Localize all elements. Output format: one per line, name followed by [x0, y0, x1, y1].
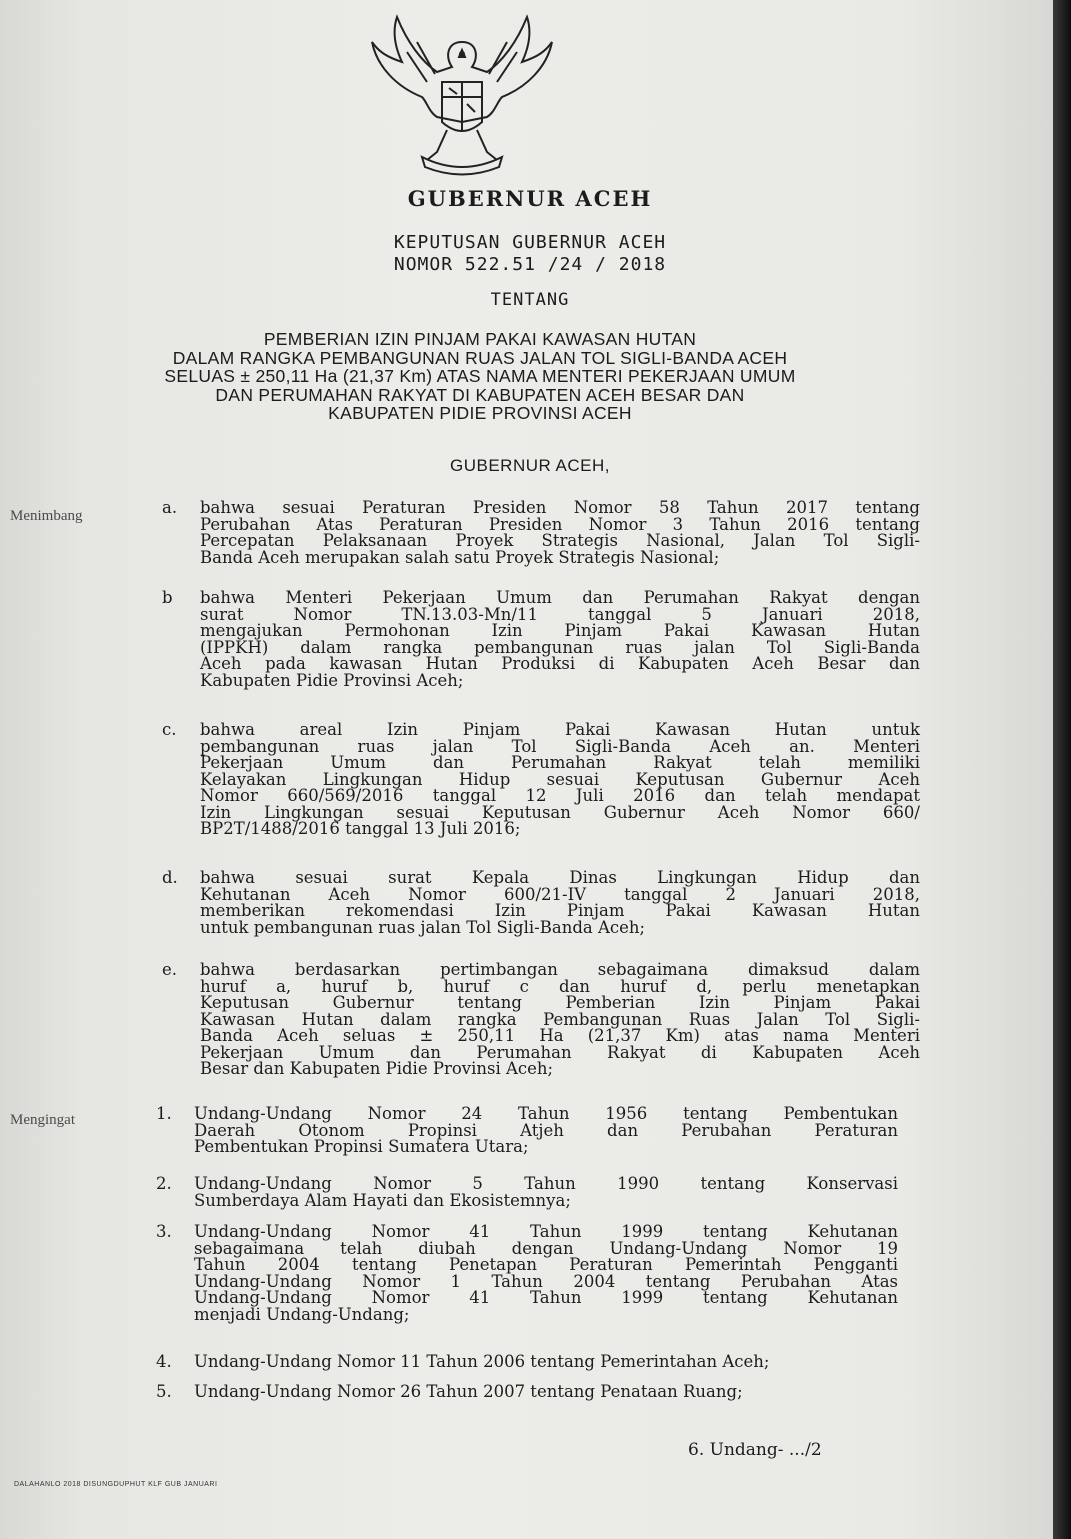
- item-marker: 2.: [156, 1174, 172, 1193]
- item-line: Percepatan Pelaksanaan Proyek Strategis Nasional, Jalan Tol Sigli-: [200, 531, 920, 550]
- item-marker: 4.: [156, 1352, 172, 1371]
- item-line: Kabupaten Pidie Provinsi Aceh;: [200, 670, 464, 690]
- item-marker: e.: [162, 960, 178, 979]
- item-marker: a.: [162, 498, 178, 517]
- item-line: Undang-Undang Nomor 1 Tahun 2004 tentang Perubahan Atas: [194, 1271, 898, 1291]
- governor-heading: GUBERNUR ACEH,: [449, 456, 611, 475]
- mengingat-label: Mengingat: [10, 1112, 75, 1128]
- item-line: Banda Aceh seluas ± 250,11 Ha (21,37 Km) atas nama Menteri: [200, 1026, 920, 1045]
- item-marker: 3.: [156, 1222, 172, 1241]
- subject-line: KABUPATEN PIDIE PROVINSI ACEH: [328, 403, 632, 423]
- menimbang-label: Menimbang: [10, 508, 83, 524]
- item-line: Undang-Undang Nomor 41 Tahun 1999 tentang Kehutanan: [194, 1222, 898, 1241]
- item-text: [200, 500, 920, 566]
- file-footnote: DALAHANLO 2018 DISUNGDUPHUT KLF GUB JANUARI: [14, 1481, 218, 1488]
- item-line: bahwa berdasarkan pertimbangan sebagaimana dimaksud dalam: [200, 960, 920, 979]
- item-line: Pekerjaan Umum dan Perumahan Rakyat telah memiliki: [200, 753, 920, 772]
- item-line: Tahun 2004 tentang Penetapan Peraturan Pemerintah Pengganti: [194, 1255, 898, 1274]
- office-title: GUBERNUR ACEH: [407, 186, 653, 211]
- item-text: [200, 722, 920, 838]
- item-line: mengajukan Permohonan Izin Pinjam Pakai Kawasan Hutan: [200, 621, 920, 640]
- item-text: [200, 870, 920, 936]
- item-text: [194, 1106, 898, 1156]
- item-text: [194, 1224, 898, 1323]
- item-line: bahwa areal Izin Pinjam Pakai Kawasan Hutan untuk: [200, 720, 920, 739]
- subject-line: SELUAS ± 250,11 Ha (21,37 Km) ATAS NAMA MENTERI PEKERJAAN UMUM: [164, 366, 796, 386]
- item-line: pembangunan ruas jalan Tol Sigli-Banda Aceh an. Menteri: [200, 736, 920, 756]
- item-line: menjadi Undang-Undang;: [194, 1304, 410, 1324]
- item-line: Kawasan Hutan dalam rangka Pembangunan Ruas Jalan Tol Sigli-: [200, 1009, 920, 1029]
- item-line: Daerah Otonom Propinsi Atjeh dan Perubahan Peraturan: [194, 1120, 898, 1140]
- item-marker: 5.: [156, 1382, 172, 1401]
- item-line: Undang-Undang Nomor 5 Tahun 1990 tentang Konservasi: [194, 1174, 898, 1193]
- subject-line: DAN PERUMAHAN RAKYAT DI KABUPATEN ACEH BESAR DAN: [215, 384, 745, 405]
- item-line: Pekerjaan Umum dan Perumahan Rakyat di Kabupaten Aceh: [200, 1042, 920, 1062]
- item-line: Undang-Undang Nomor 26 Tahun 2007 tentang Penataan Ruang;: [194, 1382, 743, 1401]
- subject-line: PEMBERIAN IZIN PINJAM PAKAI KAWASAN HUTAN: [263, 329, 697, 349]
- item-line: Izin Lingkungan sesuai Keputusan Gubernur Aceh Nomor 660/: [200, 802, 920, 822]
- item-line: Banda Aceh merupakan salah satu Proyek Strategis Nasional;: [200, 547, 720, 567]
- item-line: Pembentukan Propinsi Sumatera Utara;: [194, 1137, 529, 1156]
- item-text: [194, 1176, 898, 1209]
- item-line: memberikan rekomendasi Izin Pinjam Pakai Kawasan Hutan: [200, 901, 920, 920]
- item-line: Kehutanan Aceh Nomor 600/21-IV tanggal 2 Januari 2018,: [200, 884, 920, 904]
- decree-subject: [60, 330, 900, 423]
- item-line: Undang-Undang Nomor 24 Tahun 1956 tentang Pembentukan: [194, 1104, 898, 1123]
- item-marker: b: [162, 588, 173, 607]
- decree-heading: [200, 232, 860, 276]
- item-line: Perubahan Atas Peraturan Presiden Nomor 3 Tahun 2016 tentang: [200, 514, 920, 534]
- item-line: Undang-Undang Nomor 11 Tahun 2006 tentang Pemerintahan Aceh;: [194, 1352, 770, 1371]
- item-line: huruf a, huruf b, huruf c dan huruf d, perlu menetapkan: [200, 976, 920, 996]
- about-heading: TENTANG: [490, 290, 570, 310]
- item-marker: c.: [162, 720, 177, 739]
- item-line: Keputusan Gubernur tentang Pemberian Izin Pinjam Pakai: [200, 993, 920, 1012]
- item-line: sebagaimana telah diubah dengan Undang-Undang Nomor 19: [194, 1238, 898, 1258]
- subject-line: DALAM RANGKA PEMBANGUNAN RUAS JALAN TOL SIGLI-BANDA ACEH: [172, 347, 788, 368]
- item-line: (IPPKH) dalam rangka pembangunan ruas jalan Tol Sigli-Banda: [200, 637, 920, 657]
- item-line: bahwa sesuai surat Kepala Dinas Lingkungan Hidup dan: [200, 868, 920, 887]
- item-line: Aceh pada kawasan Hutan Produksi di Kabupaten Aceh Besar dan: [200, 654, 920, 673]
- item-line: Undang-Undang Nomor 41 Tahun 1999 tentang Kehutanan: [194, 1288, 898, 1307]
- item-text: [194, 1354, 898, 1371]
- item-text: [200, 590, 920, 689]
- page-edge-shadow: [1053, 0, 1071, 1539]
- item-text: [194, 1384, 898, 1401]
- item-text: [200, 962, 920, 1078]
- item-line: surat Nomor TN.13.03-Mn/11 tanggal 5 Januari 2018,: [200, 604, 920, 624]
- item-line: Sumberdaya Alam Hayati dan Ekosistemnya;: [194, 1190, 571, 1210]
- continuation-note: 6. Undang- .../2: [688, 1440, 822, 1460]
- garuda-emblem-icon: [367, 12, 557, 180]
- item-line: bahwa sesuai Peraturan Presiden Nomor 58 Tahun 2017 tentang: [200, 498, 920, 517]
- item-marker: 1.: [156, 1104, 172, 1123]
- item-line: untuk pembangunan ruas jalan Tol Sigli-Banda Aceh;: [200, 917, 646, 937]
- item-line: Nomor 660/569/2016 tanggal 12 Juli 2016 dan telah mendapat: [200, 786, 920, 805]
- item-line: bahwa Menteri Pekerjaan Umum dan Perumahan Rakyat dengan: [200, 588, 920, 607]
- decree-number: NOMOR 522.51 /24 / 2018: [393, 254, 667, 275]
- decree-line: KEPUTUSAN GUBERNUR ACEH: [393, 232, 667, 253]
- item-line: BP2T/1488/2016 tanggal 13 Juli 2016;: [200, 819, 521, 838]
- item-line: Kelayakan Lingkungan Hidup sesuai Keputusan Gubernur Aceh: [200, 769, 920, 789]
- item-line: Besar dan Kabupaten Pidie Provinsi Aceh;: [200, 1059, 554, 1078]
- item-marker: d.: [162, 868, 178, 887]
